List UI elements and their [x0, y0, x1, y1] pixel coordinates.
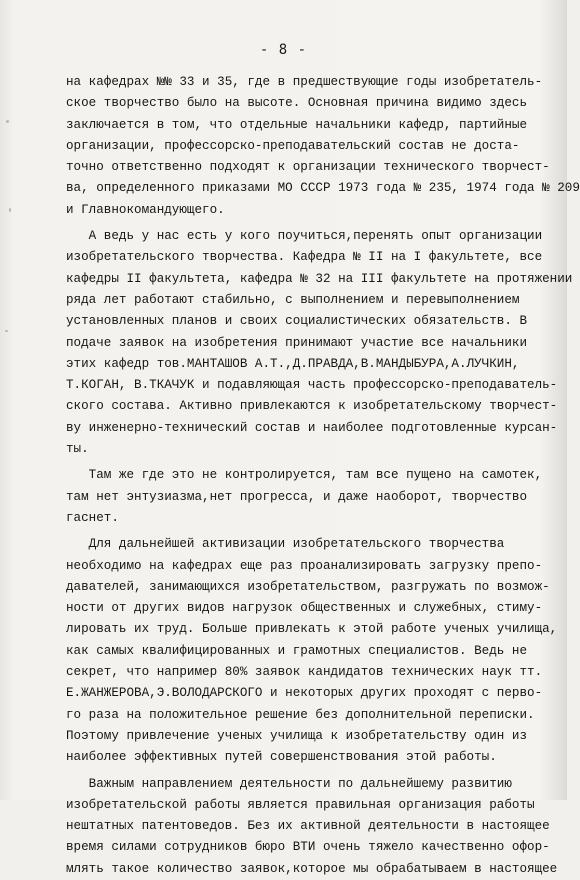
- text-line: изобретательской работы является правильная организация работы: [66, 797, 535, 812]
- document-body: [66, 72, 580, 880]
- text-line: ского состава. Активно привлекаются к изобретательскому творчест-: [66, 399, 558, 414]
- text-line: го раза на положительное решение без дополнительной переписки.: [66, 707, 535, 722]
- text-line: ряда лет работают стабильно, с выполнением и перевыполнением: [66, 292, 520, 307]
- text-line: Е.ЖАНЖЕРОВА,Э.ВОЛОДАРСКОГО и некоторых других проходят с перво-: [66, 686, 543, 701]
- paper-speck: [9, 208, 11, 212]
- text-line: А ведь у нас есть у кого поучиться,перенять опыт организации: [66, 229, 543, 244]
- text-line: гаснет.: [66, 510, 119, 525]
- text-line: там нет энтузиазма,нет прогресса, и даже наоборот, творчество: [66, 489, 528, 504]
- paragraph-4: [66, 534, 562, 768]
- text-line: Там же где это не контролируется, там все пущено на самотек,: [66, 468, 543, 483]
- text-line: заключается в том, что отдельные начальники кафедр, партийные: [66, 117, 528, 132]
- text-line: ское творчество было на высоте. Основная причина видимо здесь: [66, 96, 528, 111]
- text-line: как самых квалифицированных и грамотных специалистов. Ведь не: [66, 643, 528, 658]
- paragraph-5: [66, 774, 562, 880]
- text-line: подаче заявок на изобретения принимают участие все начальники: [66, 335, 528, 350]
- paragraph-3: [66, 465, 562, 529]
- text-line: этих кафедр тов.МАНТАШОВ А.Т.,Д.ПРАВДА,В.МАНДЫБУРА,А.ЛУЧКИН,: [66, 356, 520, 371]
- text-line: лировать их труд. Больше привлекать к этой работе ученых училища,: [66, 622, 558, 637]
- text-line: наиболее эффективных путей совершенствования этой работы.: [66, 750, 497, 765]
- text-line: Для дальнейшей активизации изобретательского творчества: [66, 537, 505, 552]
- text-line: точно ответственно подходят к организации технического творчест-: [66, 160, 550, 175]
- text-line: Поэтому привлечение ученых училища к изобретательству один из: [66, 728, 528, 743]
- text-line: установленных планов и своих социалистических обязательств. В: [66, 314, 528, 329]
- text-line: Т.КОГАН, В.ТКАЧУК и подавляющая часть профессорско-преподаватель-: [66, 378, 558, 393]
- text-line: организации, профессорско-преподавательский состав не доста-: [66, 138, 520, 153]
- text-line: кафедры II факультета, кафедра № 32 на III факультете на протяжении: [66, 271, 573, 286]
- text-line: давателей, занимающихся изобретательством, разгружать по возмож-: [66, 579, 550, 594]
- text-line: секрет, что например 80% заявок кандидатов технических наук тт.: [66, 665, 543, 680]
- text-line: нештатных патентоведов. Без их активной деятельности в настоящее: [66, 819, 550, 834]
- text-line: ва, определенного приказами МО СССР 1973 года № 235, 1974 года № 209: [66, 181, 580, 196]
- text-line: изобретательского творчества. Кафедра № II на I факультете, все: [66, 250, 543, 265]
- paragraph-2: [66, 226, 573, 460]
- paragraph-1: [66, 72, 580, 221]
- text-line: на кафедрах №№ 33 и 35, где в предшествующие годы изобретатель-: [66, 75, 543, 89]
- text-line: ты.: [66, 442, 89, 457]
- text-line: Важным направлением деятельности по дальнейшему развитию: [66, 776, 512, 791]
- text-line: ву инженерно-технический состав и наиболее подготовленные курсан-: [66, 420, 558, 435]
- text-line: и Главнокомандующего.: [66, 202, 225, 217]
- paper-speck: [6, 120, 9, 123]
- text-line: время силами сотрудников бюро ВТИ очень тяжело качественно офор-: [66, 840, 550, 855]
- text-line: млять такое количество заявок,которое мы обрабатываем в настоящее: [66, 861, 558, 876]
- page-number: - 8 -: [259, 42, 308, 58]
- paper-speck: [5, 330, 8, 332]
- text-line: необходимо на кафедрах еще раз проанализировать загрузку препо-: [66, 558, 543, 573]
- text-line: ности от других видов нагрузок общественных и служебных, стиму-: [66, 601, 543, 616]
